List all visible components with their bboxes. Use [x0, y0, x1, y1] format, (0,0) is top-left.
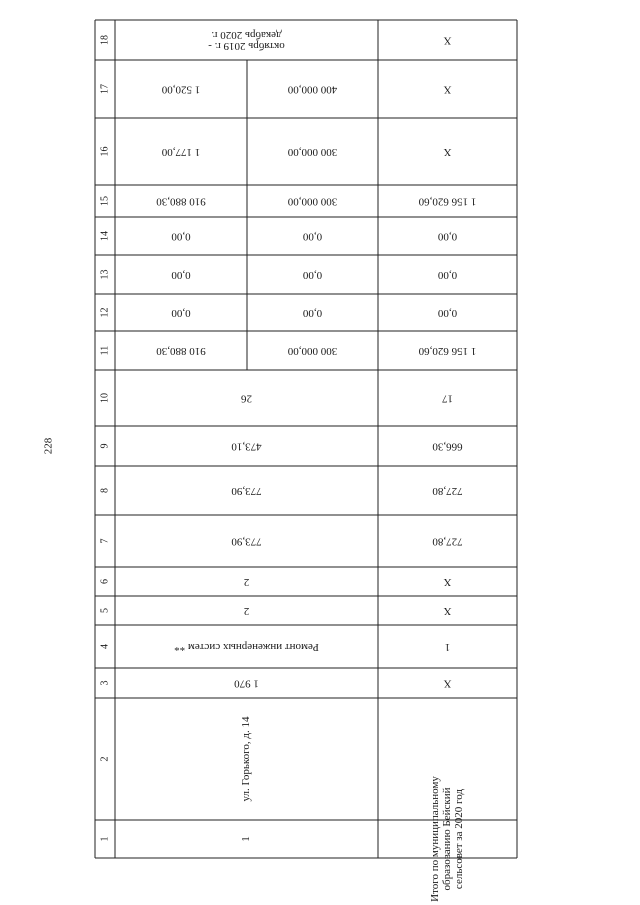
table-cell-line: октябрь 2019 г. -	[208, 39, 285, 52]
row1-cell: 1 520,00	[161, 83, 201, 96]
column-number: 15	[99, 196, 111, 206]
total-label-cell	[429, 776, 465, 902]
column-number: 17	[99, 84, 111, 94]
total-cell: 0,00	[437, 230, 458, 243]
total-cell: X	[443, 145, 452, 158]
total-cell: X	[443, 604, 452, 617]
row1-cell: 2	[243, 604, 250, 617]
total-cell: 727,80	[432, 484, 463, 497]
page-number: 228	[42, 437, 55, 455]
total-cell: X	[443, 34, 452, 47]
table-cell-line: сельсовет за 2020 год	[453, 788, 466, 890]
row1-cell: 910 880,30	[156, 344, 206, 357]
row1-cell: 0,00	[171, 306, 191, 319]
table-cell-line: Итого по муниципальному	[429, 776, 442, 902]
column-number: 9	[99, 443, 111, 449]
row1-cell: 26	[241, 392, 252, 405]
column-number: 4	[99, 644, 111, 649]
column-number: 7	[99, 538, 111, 544]
row1-cell: 0,00	[171, 268, 191, 281]
row2-cell: 0,00	[302, 230, 323, 243]
column-number: 13	[99, 269, 111, 280]
column-number: 6	[99, 579, 111, 584]
column-number: 1	[99, 836, 111, 842]
row1-cell: 473,10	[231, 440, 262, 453]
row1-cell: Ремонт инженерных систем **	[174, 640, 319, 653]
row1-cell: 910 880,30	[156, 195, 206, 208]
table-cell-line: декабрь 2020 г.	[211, 28, 282, 41]
total-cell: X	[443, 575, 452, 588]
period-cell	[208, 29, 285, 52]
total-cell: 0,00	[437, 268, 458, 281]
row2-cell: 0,00	[302, 306, 323, 319]
row2-cell: 300 000,00	[287, 145, 338, 158]
column-number: 8	[99, 488, 111, 493]
row2-cell: 300 000,00	[287, 344, 338, 357]
table-cell-line: образованию Бейский	[441, 787, 454, 891]
row1-cell: 1 970	[234, 677, 259, 690]
row2-cell: 400 000,00	[287, 83, 338, 96]
column-number: 18	[99, 35, 111, 45]
column-number: 3	[99, 680, 111, 686]
total-cell: 666,30	[432, 440, 463, 453]
row2-cell: 300 000,00	[287, 195, 338, 208]
row1-cell: 1	[240, 836, 253, 842]
column-number: 11	[99, 345, 111, 356]
column-number: 12	[99, 307, 111, 318]
row1-cell: 773,90	[231, 535, 262, 548]
total-cell: X	[443, 83, 452, 96]
column-number: 16	[99, 146, 111, 157]
total-cell: 727,80	[432, 535, 463, 548]
column-number: 10	[99, 393, 111, 403]
total-cell: X	[443, 677, 452, 690]
column-number: 14	[99, 231, 111, 241]
total-cell: 1	[444, 640, 451, 653]
column-number: 2	[99, 756, 111, 762]
row1-cell: 773,90	[231, 484, 262, 497]
total-cell: 17	[442, 392, 453, 405]
total-cell: 1 156 620,60	[418, 195, 477, 208]
row1-cell: 2	[243, 575, 250, 588]
address-cell: ул. Горького, д. 14	[240, 716, 253, 802]
row1-cell: 0,00	[171, 230, 191, 243]
row2-cell: 0,00	[302, 268, 323, 281]
column-number: 5	[99, 608, 111, 613]
row1-cell: 1 177,00	[161, 145, 201, 158]
total-cell: 1 156 620,60	[418, 344, 477, 357]
total-cell: 0,00	[437, 306, 458, 319]
